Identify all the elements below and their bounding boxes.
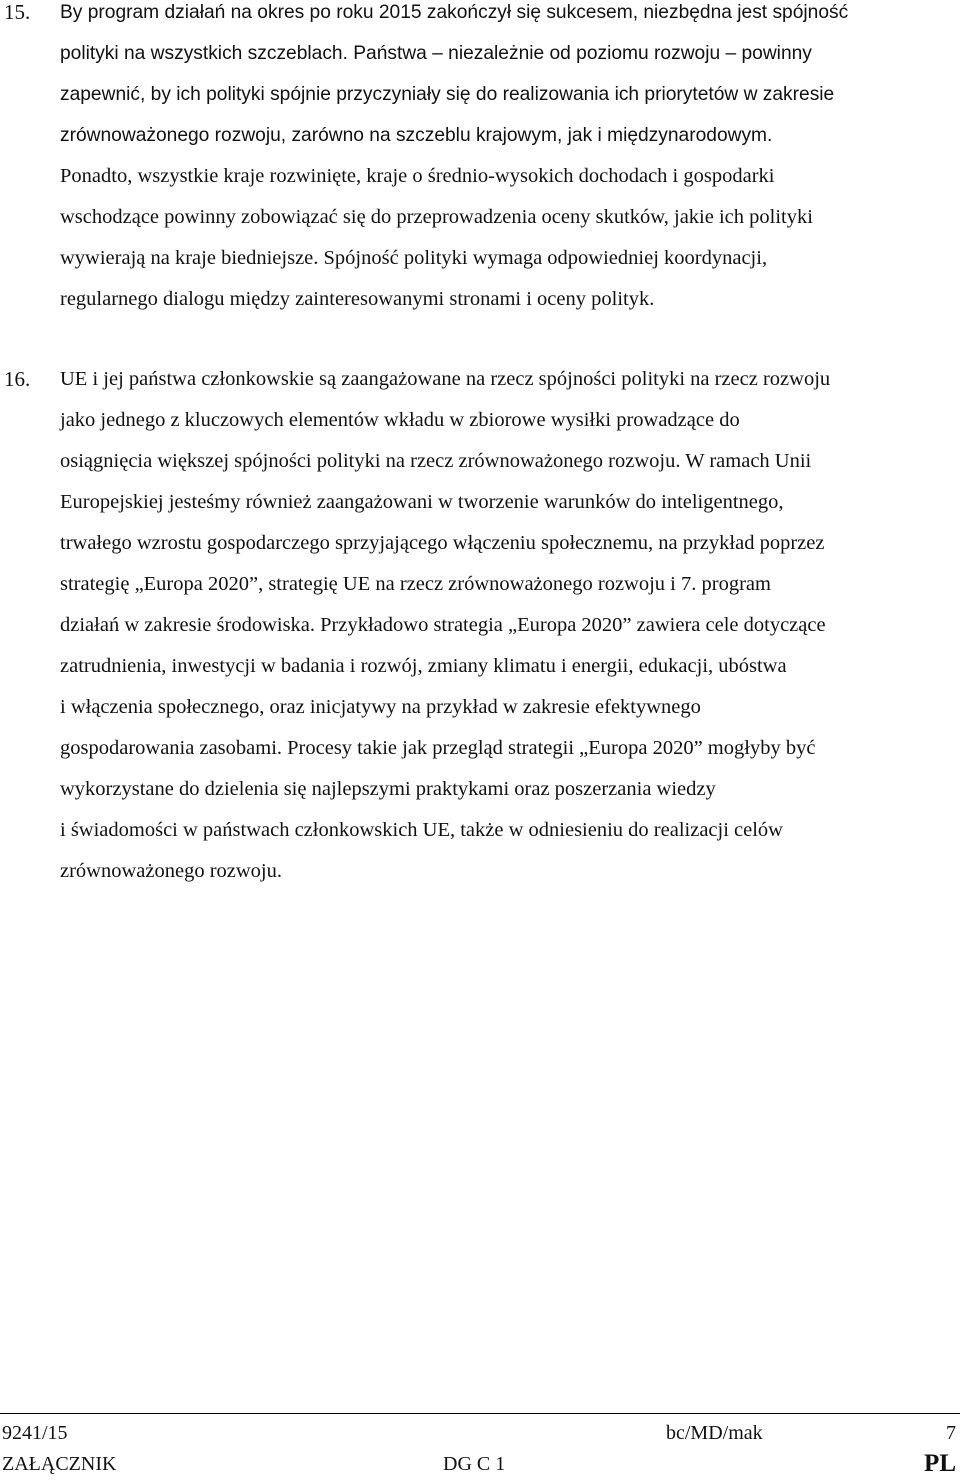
paragraph-line: polityki na wszystkich szczeblach. Państwa – niezależnie od poziomu rozwoju – powinny [60,43,812,64]
paragraph-line: UE i jej państwa członkowskie są zaangażowane na rzecz spójności polityki na rzecz rozwoju [60,368,831,390]
directorate-code: DG C 1 [443,1453,506,1475]
paragraph-line: gospodarowania zasobami. Procesy takie jak przegląd strategii „Europa 2020” mogłyby być [60,737,816,759]
paragraph-line: osiągnięcia większej spójności polityki na rzecz zrównoważonego rozwoju. W ramach Unii [60,450,812,472]
paragraph-line: jako jednego z kluczowych elementów wkładu w zbiorowe wysiłki prowadzące do [60,409,740,431]
language-code: PL [924,1450,956,1477]
author-initials: bc/MD/mak [666,1422,763,1444]
paragraph-line: i świadomości w państwach członkowskich UE, także w odniesieniu do realizacji celów [60,819,783,841]
annex-label: ZAŁĄCZNIK [2,1453,117,1475]
line-segment: wywierają na kraje biedniejsze. [60,247,319,269]
paragraph-line: zrównoważonego rozwoju. [60,860,283,882]
paragraph-line: trwałego wzrostu gospodarczego sprzyjającego włączeniu społecznemu, na przykład poprzez [60,532,825,554]
document-number: 9241/15 [2,1422,68,1444]
footer-divider [0,1413,960,1414]
page-number: 7 [946,1422,956,1444]
paragraph-line: strategię „Europa 2020”, strategię UE na rzecz zrównoważonego rozwoju i 7. program [60,573,771,595]
paragraph-line: wschodzące powinny zobowiązać się do przeprowadzenia oceny skutków, jakie ich polityki [60,206,813,228]
paragraph-line: regularnego dialogu między zainteresowanymi stronami i oceny polityk. [60,288,655,310]
paragraph-line: zrównoważonego rozwoju, zarówno na szczeblu krajowym, jak i międzynarodowym. [60,125,773,146]
paragraph-line: By program działań na okres po roku 2015 zakończył się sukcesem, niezbędna jest spójność [60,2,849,23]
paragraph-number: 16. [4,367,31,391]
paragraph-15 [0,0,960,320]
paragraph-line: zatrudnienia, inwestycji w badania i rozwój, zmiany klimatu i energii, edukacji, ubóstwa [60,655,787,677]
paragraph-line: i włączenia społecznego, oraz inicjatywy na przykład w zakresie efektywnego [60,696,701,718]
paragraph-number: 15. [4,0,31,24]
paragraph-line [60,238,960,279]
line-segment: Spójność polityki wymaga odpowiedniej koordynacji, [323,247,768,269]
paragraph-line: działań w zakresie środowiska. Przykładowo strategia „Europa 2020” zawiera cele dotyczące [60,614,826,636]
paragraph-line: Europejskiej jesteśmy również zaangażowani w tworzenie warunków do inteligentnego, [60,491,784,513]
paragraph-line: zapewnić, by ich polityki spójnie przyczyniały się do realizowania ich priorytetów w zakresie [60,84,835,105]
paragraph-line: wykorzystane do dzielenia się najlepszymi praktykami oraz poszerzania wiedzy [60,778,716,800]
paragraph-line: Ponadto, wszystkie kraje rozwinięte, kraje o średnio-wysokich dochodach i gospodarki [60,165,775,187]
paragraph-16 [0,359,960,892]
